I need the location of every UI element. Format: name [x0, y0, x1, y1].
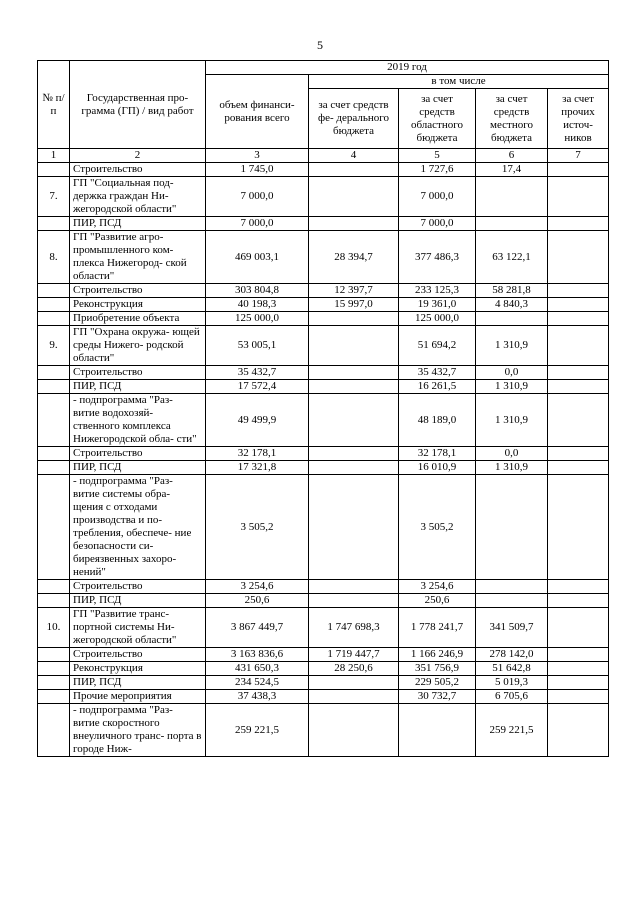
- cell-num: [38, 580, 70, 594]
- cell-federal: [309, 177, 399, 217]
- cell-regional: 7 000,0: [399, 177, 476, 217]
- cell-name: ПИР, ПСД: [70, 676, 206, 690]
- cell-other: [548, 177, 609, 217]
- cell-local: [476, 594, 548, 608]
- cell-other: [548, 676, 609, 690]
- table-row: [38, 608, 609, 648]
- cell-other: [548, 594, 609, 608]
- cell-regional: [399, 704, 476, 757]
- cell-name: - подпрограмма "Раз- витие водохозяй- ственного комплекса Нижегородской обла- сти": [70, 394, 206, 447]
- cell-regional: 125 000,0: [399, 312, 476, 326]
- cell-name: Реконструкция: [70, 298, 206, 312]
- cell-total: 32 178,1: [206, 447, 309, 461]
- column-number-3: 3: [206, 149, 309, 163]
- cell-federal: [309, 366, 399, 380]
- cell-name: Прочие мероприятия: [70, 690, 206, 704]
- cell-total: 35 432,7: [206, 366, 309, 380]
- header-local: за счет средств местного бюджета: [476, 89, 548, 149]
- cell-other: [548, 662, 609, 676]
- cell-other: [548, 690, 609, 704]
- header-federal: за счет средств фе- дерального бюджета: [309, 89, 399, 149]
- cell-total: 3 163 836,6: [206, 648, 309, 662]
- cell-total: 1 745,0: [206, 163, 309, 177]
- header-total: объем финанси- рования всего: [206, 75, 309, 149]
- cell-federal: [309, 580, 399, 594]
- column-number-4: 4: [309, 149, 399, 163]
- cell-regional: 3 505,2: [399, 475, 476, 580]
- cell-name: ПИР, ПСД: [70, 461, 206, 475]
- cell-other: [548, 312, 609, 326]
- cell-name: Реконструкция: [70, 662, 206, 676]
- cell-name: Строительство: [70, 648, 206, 662]
- cell-federal: [309, 163, 399, 177]
- cell-local: [476, 217, 548, 231]
- cell-local: 1 310,9: [476, 461, 548, 475]
- cell-num: [38, 648, 70, 662]
- budget-table: [37, 60, 609, 757]
- cell-total: 7 000,0: [206, 217, 309, 231]
- cell-other: [548, 608, 609, 648]
- cell-other: [548, 704, 609, 757]
- cell-other: [548, 461, 609, 475]
- cell-regional: 377 486,3: [399, 231, 476, 284]
- cell-federal: [309, 217, 399, 231]
- cell-name: Строительство: [70, 580, 206, 594]
- table-row: [38, 217, 609, 231]
- cell-federal: 1 747 698,3: [309, 608, 399, 648]
- column-number-1: 1: [38, 149, 70, 163]
- header-including: в том числе: [309, 75, 609, 89]
- cell-federal: 12 397,7: [309, 284, 399, 298]
- cell-name: Строительство: [70, 447, 206, 461]
- cell-total: 469 003,1: [206, 231, 309, 284]
- cell-num: [38, 475, 70, 580]
- cell-total: 17 321,8: [206, 461, 309, 475]
- cell-federal: 1 719 447,7: [309, 648, 399, 662]
- cell-name: ПИР, ПСД: [70, 594, 206, 608]
- cell-name: ГП "Развитие транс- портной системы Ни- жегородской области": [70, 608, 206, 648]
- cell-num: [38, 704, 70, 757]
- cell-num: [38, 690, 70, 704]
- cell-regional: 1 166 246,9: [399, 648, 476, 662]
- cell-total: 431 650,3: [206, 662, 309, 676]
- cell-other: [548, 326, 609, 366]
- cell-local: 51 642,8: [476, 662, 548, 676]
- cell-other: [548, 380, 609, 394]
- column-number-2: 2: [70, 149, 206, 163]
- table-row: [38, 312, 609, 326]
- cell-num: 10.: [38, 608, 70, 648]
- cell-num: [38, 217, 70, 231]
- cell-local: 17,4: [476, 163, 548, 177]
- cell-name: - подпрограмма "Раз- витие системы обра- щения с отходами производства и по- требления, обеспече- ние безопасности си- биреязвенных захоро- нений": [70, 475, 206, 580]
- cell-other: [548, 298, 609, 312]
- cell-other: [548, 366, 609, 380]
- cell-num: [38, 284, 70, 298]
- cell-federal: 28 394,7: [309, 231, 399, 284]
- table-row: [38, 594, 609, 608]
- header-regional: за счет средств областного бюджета: [399, 89, 476, 149]
- cell-num: [38, 312, 70, 326]
- cell-other: [548, 580, 609, 594]
- cell-num: 8.: [38, 231, 70, 284]
- cell-local: [476, 580, 548, 594]
- column-number-7: 7: [548, 149, 609, 163]
- table-row: [38, 447, 609, 461]
- cell-name: ГП "Социальная под- держка граждан Ни- жегородской области": [70, 177, 206, 217]
- table-row: [38, 648, 609, 662]
- cell-regional: 233 125,3: [399, 284, 476, 298]
- table-row: [38, 662, 609, 676]
- page-number: 5: [317, 38, 323, 52]
- column-number-6: 6: [476, 149, 548, 163]
- cell-name: Приобретение объекта: [70, 312, 206, 326]
- cell-other: [548, 284, 609, 298]
- cell-regional: 1 778 241,7: [399, 608, 476, 648]
- cell-local: 341 509,7: [476, 608, 548, 648]
- cell-federal: [309, 690, 399, 704]
- cell-total: 125 000,0: [206, 312, 309, 326]
- table-row: [38, 690, 609, 704]
- cell-regional: 48 189,0: [399, 394, 476, 447]
- cell-local: 278 142,0: [476, 648, 548, 662]
- header-year: 2019 год: [206, 61, 609, 75]
- cell-local: [476, 312, 548, 326]
- cell-num: [38, 298, 70, 312]
- cell-other: [548, 447, 609, 461]
- cell-other: [548, 217, 609, 231]
- table-row: [38, 284, 609, 298]
- cell-name: ГП "Охрана окружа- ющей среды Нижего- родской области": [70, 326, 206, 366]
- cell-num: [38, 447, 70, 461]
- table-row: [38, 326, 609, 366]
- cell-num: [38, 163, 70, 177]
- cell-regional: 16 261,5: [399, 380, 476, 394]
- cell-other: [548, 648, 609, 662]
- cell-regional: 32 178,1: [399, 447, 476, 461]
- cell-num: [38, 662, 70, 676]
- cell-num: [38, 461, 70, 475]
- cell-total: 49 499,9: [206, 394, 309, 447]
- cell-regional: 35 432,7: [399, 366, 476, 380]
- cell-total: 7 000,0: [206, 177, 309, 217]
- cell-name: ПИР, ПСД: [70, 380, 206, 394]
- cell-federal: [309, 461, 399, 475]
- header-other: за счет прочих источ- ников: [548, 89, 609, 149]
- table-row: [38, 580, 609, 594]
- cell-total: 303 804,8: [206, 284, 309, 298]
- header-program: Государственная про- грамма (ГП) / вид работ: [70, 61, 206, 149]
- cell-total: 53 005,1: [206, 326, 309, 366]
- cell-federal: [309, 475, 399, 580]
- cell-local: [476, 177, 548, 217]
- cell-regional: 1 727,6: [399, 163, 476, 177]
- cell-total: 3 867 449,7: [206, 608, 309, 648]
- cell-name: ПИР, ПСД: [70, 217, 206, 231]
- cell-local: 63 122,1: [476, 231, 548, 284]
- cell-local: 259 221,5: [476, 704, 548, 757]
- cell-regional: 351 756,9: [399, 662, 476, 676]
- cell-num: [38, 394, 70, 447]
- cell-total: 37 438,3: [206, 690, 309, 704]
- cell-total: 259 221,5: [206, 704, 309, 757]
- table-row: [38, 298, 609, 312]
- cell-total: 3 254,6: [206, 580, 309, 594]
- cell-regional: 229 505,2: [399, 676, 476, 690]
- cell-regional: 30 732,7: [399, 690, 476, 704]
- cell-num: 9.: [38, 326, 70, 366]
- cell-total: 3 505,2: [206, 475, 309, 580]
- table-row: [38, 704, 609, 757]
- cell-name: Строительство: [70, 284, 206, 298]
- cell-federal: [309, 594, 399, 608]
- table-row: [38, 394, 609, 447]
- cell-num: [38, 380, 70, 394]
- cell-num: [38, 594, 70, 608]
- table-row: [38, 177, 609, 217]
- cell-regional: 19 361,0: [399, 298, 476, 312]
- table-row: [38, 475, 609, 580]
- cell-num: [38, 366, 70, 380]
- cell-total: 17 572,4: [206, 380, 309, 394]
- cell-num: [38, 676, 70, 690]
- cell-regional: 3 254,6: [399, 580, 476, 594]
- cell-federal: 15 997,0: [309, 298, 399, 312]
- cell-local: 0,0: [476, 447, 548, 461]
- cell-other: [548, 163, 609, 177]
- cell-total: 40 198,3: [206, 298, 309, 312]
- cell-federal: [309, 380, 399, 394]
- cell-name: ГП "Развитие агро- промышленного ком- плекса Нижегород- ской области": [70, 231, 206, 284]
- cell-regional: 7 000,0: [399, 217, 476, 231]
- cell-other: [548, 475, 609, 580]
- cell-name: - подпрограмма "Раз- витие скоростного внеуличного транс- порта в городе Ниж-: [70, 704, 206, 757]
- cell-name: Строительство: [70, 366, 206, 380]
- table-row: [38, 163, 609, 177]
- table-row: [38, 676, 609, 690]
- cell-regional: 51 694,2: [399, 326, 476, 366]
- cell-local: 4 840,3: [476, 298, 548, 312]
- table-row: [38, 380, 609, 394]
- cell-federal: [309, 312, 399, 326]
- cell-num: 7.: [38, 177, 70, 217]
- cell-federal: 28 250,6: [309, 662, 399, 676]
- header-num: № п/п: [38, 61, 70, 149]
- cell-federal: [309, 704, 399, 757]
- cell-local: 6 705,6: [476, 690, 548, 704]
- cell-local: 5 019,3: [476, 676, 548, 690]
- cell-local: 58 281,8: [476, 284, 548, 298]
- cell-federal: [309, 394, 399, 447]
- cell-other: [548, 394, 609, 447]
- cell-federal: [309, 326, 399, 366]
- cell-local: [476, 475, 548, 580]
- cell-federal: [309, 447, 399, 461]
- cell-local: 0,0: [476, 366, 548, 380]
- table-row: [38, 366, 609, 380]
- cell-federal: [309, 676, 399, 690]
- cell-regional: 250,6: [399, 594, 476, 608]
- table-row: [38, 461, 609, 475]
- table-row: [38, 231, 609, 284]
- cell-regional: 16 010,9: [399, 461, 476, 475]
- cell-local: 1 310,9: [476, 326, 548, 366]
- cell-local: 1 310,9: [476, 394, 548, 447]
- cell-total: 250,6: [206, 594, 309, 608]
- column-number-5: 5: [399, 149, 476, 163]
- cell-total: 234 524,5: [206, 676, 309, 690]
- cell-name: Строительство: [70, 163, 206, 177]
- cell-other: [548, 231, 609, 284]
- cell-local: 1 310,9: [476, 380, 548, 394]
